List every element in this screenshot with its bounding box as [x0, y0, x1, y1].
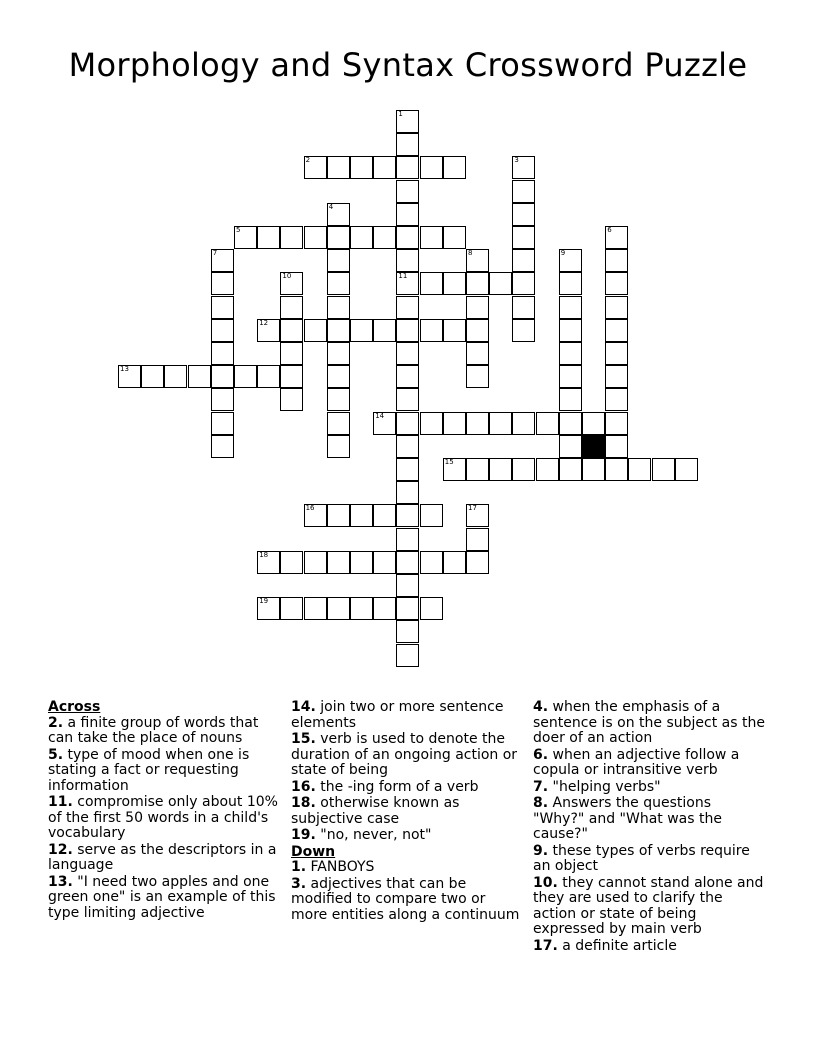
grid-cell[interactable] [512, 226, 535, 249]
grid-cell[interactable] [605, 412, 628, 435]
grid-cell[interactable] [512, 203, 535, 226]
grid-cell[interactable] [327, 296, 350, 319]
cell-number: 5 [236, 226, 241, 234]
grid-cell[interactable] [559, 249, 582, 272]
grid-cell[interactable] [280, 597, 303, 620]
grid-cell[interactable] [396, 365, 419, 388]
grid-cell[interactable] [512, 249, 535, 272]
grid-cell[interactable] [512, 458, 535, 481]
grid-cell[interactable] [211, 365, 234, 388]
grid-cell[interactable] [304, 226, 327, 249]
grid-cell[interactable] [559, 319, 582, 342]
grid-cell[interactable] [536, 458, 559, 481]
grid-cell[interactable] [559, 365, 582, 388]
cell-number: 1 [398, 110, 403, 118]
grid-cell[interactable] [652, 458, 675, 481]
grid-cell[interactable] [443, 412, 466, 435]
grid-cell[interactable] [327, 504, 350, 527]
grid-cell[interactable] [327, 226, 350, 249]
cell-number: 11 [398, 272, 408, 281]
grid-cell[interactable] [373, 319, 396, 342]
grid-cell[interactable] [559, 435, 582, 458]
grid-cell[interactable] [327, 272, 350, 295]
clues-column-2 [291, 700, 523, 924]
grid-block-cell [582, 435, 605, 458]
grid-cell[interactable] [304, 551, 327, 574]
clue-across-12: 12. serve as the descriptors in a language [48, 841, 277, 873]
grid-cell[interactable] [489, 412, 512, 435]
clue-across-11: 11. compromise only about 10% of the first 50 words in a child's vocabulary [48, 794, 278, 841]
grid-cell[interactable] [605, 365, 628, 388]
grid-cell[interactable] [512, 272, 535, 295]
clue-across-16: 16. the -ing form of a verb [291, 778, 479, 795]
clues-column-3 [533, 700, 765, 955]
grid-cell[interactable] [350, 597, 373, 620]
grid-cell[interactable] [420, 226, 443, 249]
cell-number: 15 [444, 458, 454, 466]
grid-cell[interactable] [350, 551, 373, 574]
grid-cell[interactable] [512, 296, 535, 319]
grid-cell[interactable] [559, 412, 582, 435]
grid-cell[interactable] [466, 319, 489, 342]
grid-cell[interactable] [396, 319, 419, 342]
grid-cell[interactable] [373, 412, 396, 435]
grid-cell[interactable] [327, 435, 350, 458]
clue-down-4: 4. when the emphasis of a sentence is on the subject as the doer of an action [533, 699, 765, 746]
grid-cell[interactable] [559, 388, 582, 411]
grid-cell[interactable] [605, 249, 628, 272]
grid-cell[interactable] [327, 365, 350, 388]
grid-cell[interactable] [443, 458, 466, 481]
grid-cell[interactable] [443, 156, 466, 179]
grid-cell[interactable] [280, 388, 303, 411]
grid-cell[interactable] [559, 296, 582, 319]
grid-cell[interactable] [280, 226, 303, 249]
grid-cell[interactable] [396, 412, 419, 435]
grid-cell[interactable] [512, 156, 535, 179]
grid-cell[interactable] [164, 365, 187, 388]
grid-cell[interactable] [396, 272, 419, 295]
grid-cell[interactable] [327, 203, 350, 226]
grid-cell[interactable] [466, 249, 489, 272]
grid-cell[interactable] [257, 226, 280, 249]
grid-cell[interactable] [280, 551, 303, 574]
grid-cell[interactable] [420, 272, 443, 295]
grid-cell[interactable] [327, 412, 350, 435]
grid-cell[interactable] [466, 528, 489, 551]
grid-cell[interactable] [396, 296, 419, 319]
grid-cell[interactable] [396, 504, 419, 527]
cell-number: 13 [120, 365, 129, 374]
cell-number: 17 [468, 504, 477, 513]
grid-cell[interactable] [420, 412, 443, 435]
clue-down-17: 17. a definite article [533, 937, 677, 954]
grid-cell[interactable] [605, 296, 628, 319]
grid-cell[interactable] [211, 296, 234, 319]
grid-cell[interactable] [443, 226, 466, 249]
cell-number: 16 [305, 504, 315, 513]
grid-cell[interactable] [675, 458, 698, 481]
grid-cell[interactable] [605, 272, 628, 295]
grid-cell[interactable] [605, 342, 628, 365]
grid-cell[interactable] [536, 412, 559, 435]
grid-cell[interactable] [280, 342, 303, 365]
clues-column-1 [48, 700, 280, 922]
clue-down-9: 9. these types of verbs require an object [533, 842, 750, 874]
cell-number: 9 [560, 249, 566, 258]
clue-down-1: 1. FANBOYS [291, 859, 375, 875]
grid-cell[interactable] [466, 342, 489, 365]
grid-cell[interactable] [211, 412, 234, 435]
grid-cell[interactable] [396, 597, 419, 620]
cell-number: 3 [514, 156, 519, 165]
clue-down-6: 6. when an adjective follow a copula or intransitive verb [533, 746, 740, 778]
clue-across-19: 19. "no, never, not" [291, 827, 432, 843]
grid-cell[interactable] [280, 296, 303, 319]
grid-cell[interactable] [628, 458, 651, 481]
grid-cell[interactable] [234, 226, 257, 249]
grid-cell[interactable] [280, 272, 303, 295]
grid-cell[interactable] [396, 458, 419, 481]
grid-cell[interactable] [327, 249, 350, 272]
grid-cell[interactable] [304, 597, 327, 620]
grid-cell[interactable] [373, 504, 396, 527]
cell-number: 18 [259, 550, 269, 559]
grid-cell[interactable] [373, 597, 396, 620]
grid-cell[interactable] [396, 249, 419, 272]
grid-cell[interactable] [512, 319, 535, 342]
cell-number: 14 [375, 411, 385, 420]
grid-cell[interactable] [211, 435, 234, 458]
grid-cell[interactable] [396, 620, 419, 643]
grid-cell[interactable] [234, 365, 257, 388]
grid-cell[interactable] [396, 388, 419, 411]
clue-down-7: 7. "helping verbs" [533, 778, 661, 795]
grid-cell[interactable] [211, 249, 234, 272]
grid-cell[interactable] [605, 435, 628, 458]
grid-cell[interactable] [489, 272, 512, 295]
grid-cell[interactable] [466, 551, 489, 574]
grid-cell[interactable] [582, 458, 605, 481]
grid-cell[interactable] [605, 388, 628, 411]
grid-cell[interactable] [605, 319, 628, 342]
grid-cell[interactable] [327, 597, 350, 620]
grid-cell[interactable] [396, 528, 419, 551]
cell-number: 4 [328, 202, 334, 211]
grid-cell[interactable] [257, 597, 280, 620]
grid-cell[interactable] [280, 319, 303, 342]
grid-cell[interactable] [350, 319, 373, 342]
grid-cell[interactable] [327, 551, 350, 574]
grid-cell[interactable] [396, 551, 419, 574]
grid-cell[interactable] [420, 597, 443, 620]
clue-across-14: 14. join two or more sentence elements [291, 699, 504, 731]
grid-cell[interactable] [257, 551, 280, 574]
grid-cell[interactable] [211, 342, 234, 365]
grid-cell[interactable] [466, 272, 489, 295]
grid-cell[interactable] [396, 342, 419, 365]
clue-across-13: 13. "I need two apples and one green one" is an example of this type limiting adjective [48, 873, 276, 921]
grid-cell[interactable] [559, 342, 582, 365]
grid-cell[interactable] [512, 180, 535, 203]
grid-cell[interactable] [559, 458, 582, 481]
grid-cell[interactable] [443, 319, 466, 342]
grid-cell[interactable] [396, 644, 419, 667]
grid-cell[interactable] [466, 296, 489, 319]
grid-cell[interactable] [373, 551, 396, 574]
cell-number: 2 [305, 156, 311, 165]
grid-cell[interactable] [466, 504, 489, 527]
grid-cell[interactable] [257, 365, 280, 388]
clue-across-5: 5. type of mood when one is stating a fact or requesting information [48, 746, 250, 794]
cell-number: 10 [282, 272, 292, 281]
grid-cell[interactable] [396, 133, 419, 156]
cell-number: 19 [259, 597, 269, 606]
grid-cell[interactable] [188, 365, 211, 388]
grid-cell[interactable] [211, 272, 234, 295]
down-header: Down [291, 843, 336, 860]
clue-down-8: 8. Answers the questions "Why?" and "What was the cause?" [533, 795, 722, 842]
cell-number: 7 [212, 249, 218, 258]
grid-cell[interactable] [396, 180, 419, 203]
grid-cell[interactable] [605, 458, 628, 481]
grid-cell[interactable] [605, 226, 628, 249]
grid-cell[interactable] [396, 110, 419, 133]
grid-cell[interactable] [443, 272, 466, 295]
grid-cell[interactable] [327, 388, 350, 411]
grid-cell[interactable] [327, 156, 350, 179]
grid-cell[interactable] [350, 226, 373, 249]
clue-across-18: 18. otherwise known as subjective case [291, 795, 460, 827]
clue-across-15: 15. verb is used to denote the duration of an ongoing action or state of being [291, 731, 518, 778]
grid-cell[interactable] [304, 319, 327, 342]
grid-cell[interactable] [396, 481, 419, 504]
grid-cell[interactable] [489, 458, 512, 481]
grid-cell[interactable] [396, 574, 419, 597]
grid-cell[interactable] [141, 365, 164, 388]
grid-cell[interactable] [420, 551, 443, 574]
grid-cell[interactable] [396, 156, 419, 179]
grid-cell[interactable] [280, 365, 303, 388]
grid-cell[interactable] [420, 156, 443, 179]
grid-cell[interactable] [304, 156, 327, 179]
clue-down-3: 3. adjectives that can be modified to compare two or more entities along a continuum [291, 875, 520, 923]
grid-cell[interactable] [257, 319, 280, 342]
grid-cell[interactable] [211, 319, 234, 342]
grid-cell[interactable] [396, 226, 419, 249]
grid-cell[interactable] [118, 365, 141, 388]
clue-across-2: 2. a finite group of words that can take the place of nouns [48, 714, 259, 746]
cell-number: 6 [607, 226, 612, 234]
clue-down-10: 10. they cannot stand alone and they are used to clarify the action or state of being expressed by main verb [533, 874, 764, 937]
grid-cell[interactable] [396, 435, 419, 458]
grid-cell[interactable] [373, 156, 396, 179]
cell-number: 12 [259, 318, 269, 327]
across-header: Across [48, 699, 101, 715]
page-title: Morphology and Syntax Crossword Puzzle [68, 46, 748, 84]
grid-cell[interactable] [466, 412, 489, 435]
grid-cell[interactable] [582, 412, 605, 435]
grid-cell[interactable] [304, 504, 327, 527]
grid-cell[interactable] [373, 226, 396, 249]
grid-cell[interactable] [466, 458, 489, 481]
grid-cell[interactable] [396, 203, 419, 226]
grid-cell[interactable] [327, 342, 350, 365]
grid-cell[interactable] [327, 319, 350, 342]
grid-cell[interactable] [350, 504, 373, 527]
grid-cell[interactable] [559, 272, 582, 295]
grid-cell[interactable] [350, 156, 373, 179]
grid-cell[interactable] [420, 319, 443, 342]
grid-cell[interactable] [512, 412, 535, 435]
grid-cell[interactable] [211, 388, 234, 411]
grid-cell[interactable] [420, 504, 443, 527]
grid-cell[interactable] [466, 365, 489, 388]
cell-number: 8 [468, 249, 473, 258]
grid-cell[interactable] [443, 551, 466, 574]
